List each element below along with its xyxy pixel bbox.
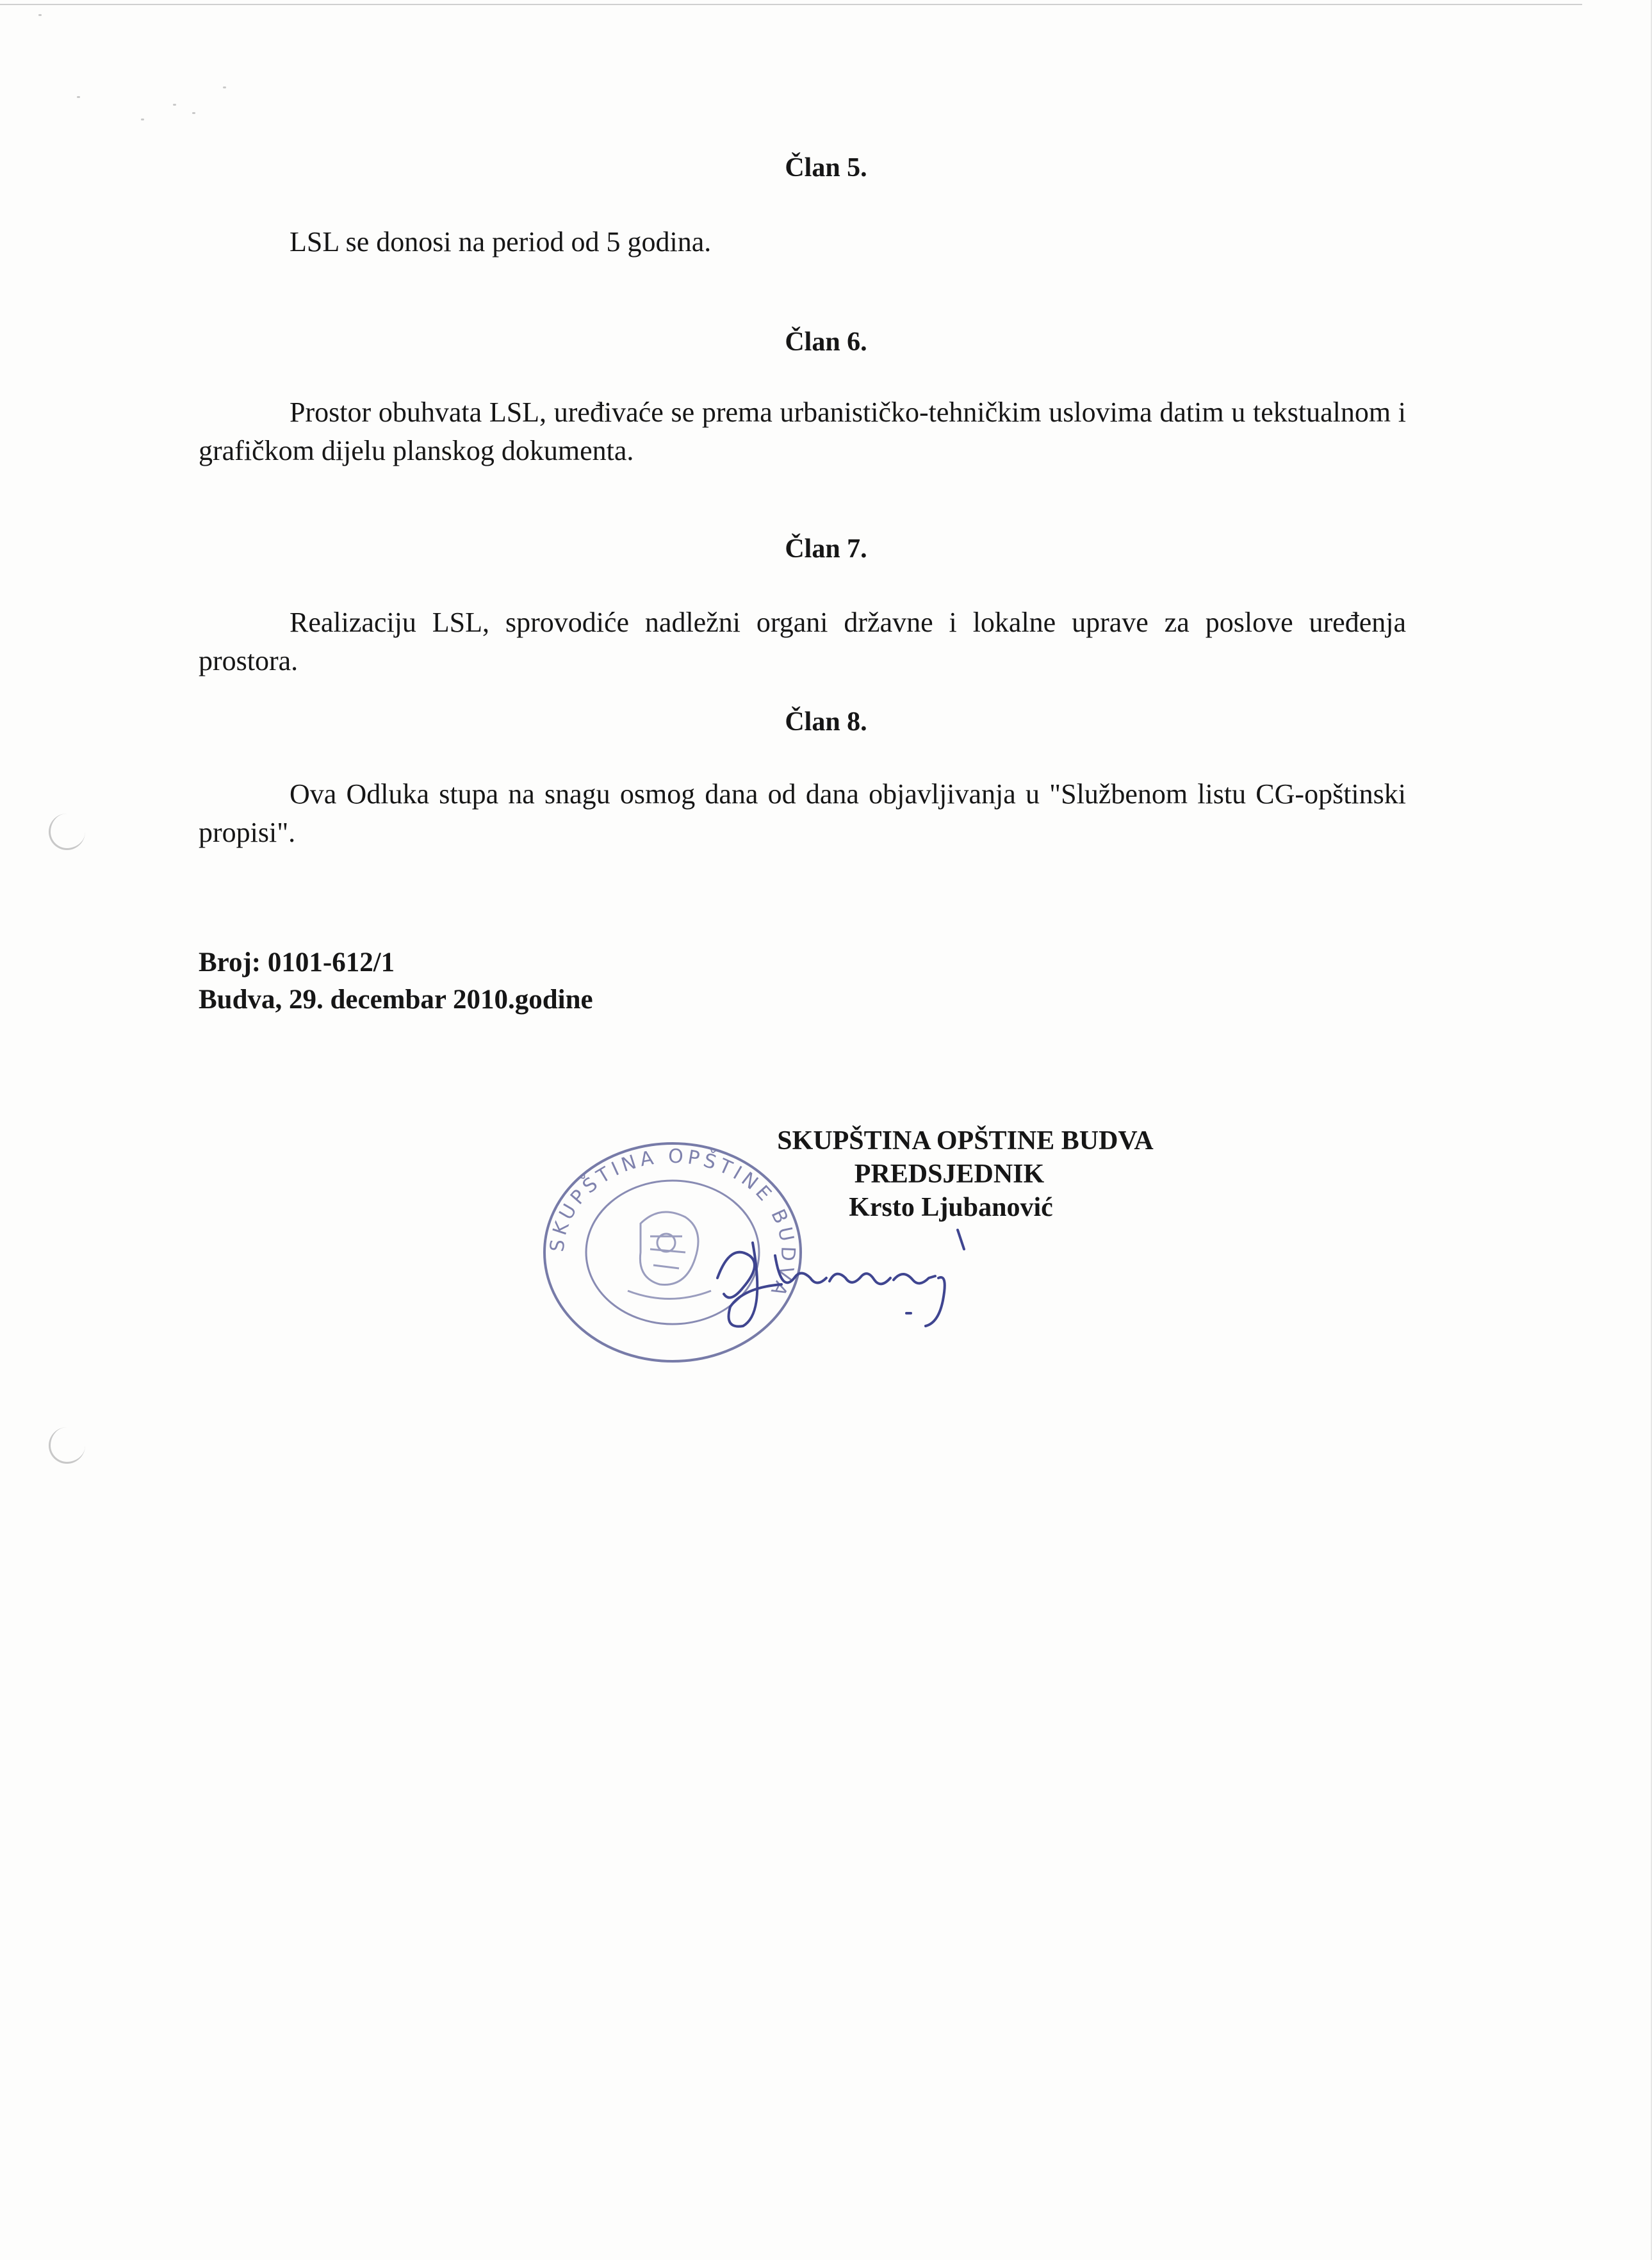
article-text — [199, 223, 1406, 261]
handwritten-signature — [705, 1217, 999, 1332]
article-heading: Član 5. — [785, 153, 867, 183]
signatory-name: Krsto Ljubanović — [849, 1193, 1053, 1222]
punch-hole-mark — [49, 814, 85, 850]
scan-speck — [192, 112, 195, 114]
document-number: Broj: 0101-612/1 — [199, 947, 395, 978]
article-6-text: Prostor obuhvata LSL, uređivaće se prema urbanističko-tehničkim uslovima datim u tekstualnom i grafičkom dijelu planskog dokumenta. — [199, 397, 1406, 466]
signing-institution: SKUPŠTINA OPŠTINE BUDVA — [777, 1126, 1154, 1156]
article-text — [199, 393, 1406, 470]
scan-speck — [173, 104, 176, 106]
seal-ring-text: SKUPŠTINA OPŠTINE BUDVA — [546, 1145, 799, 1303]
place-and-date: Budva, 29. decembar 2010.godine — [199, 985, 593, 1015]
article-text — [199, 775, 1406, 852]
punch-hole-mark — [49, 1427, 85, 1464]
scan-speck — [141, 119, 144, 120]
article-heading: Član 8. — [785, 707, 867, 737]
article-7-text: Realizaciju LSL, sprovodiće nadležni organi državne i lokalne uprave za poslove uređenja prostora. — [199, 607, 1406, 676]
article-8-text: Ova Odluka stupa na snagu osmog dana od dana objavljivanja u "Službenom listu CG-opštinski propisi". — [199, 778, 1406, 848]
article-heading: Član 7. — [785, 534, 867, 564]
scan-speck — [223, 86, 226, 88]
signature-block — [0, 1124, 1652, 1224]
signatory-role: PREDSJEDNIK — [854, 1159, 1045, 1189]
article-5-text: LSL se donosi na period od 5 godina. — [290, 226, 712, 258]
article-text — [199, 603, 1406, 680]
scan-speck — [38, 14, 42, 16]
scan-edge-top — [0, 0, 1582, 5]
scan-speck — [77, 96, 80, 98]
article-heading: Član 6. — [785, 327, 867, 357]
